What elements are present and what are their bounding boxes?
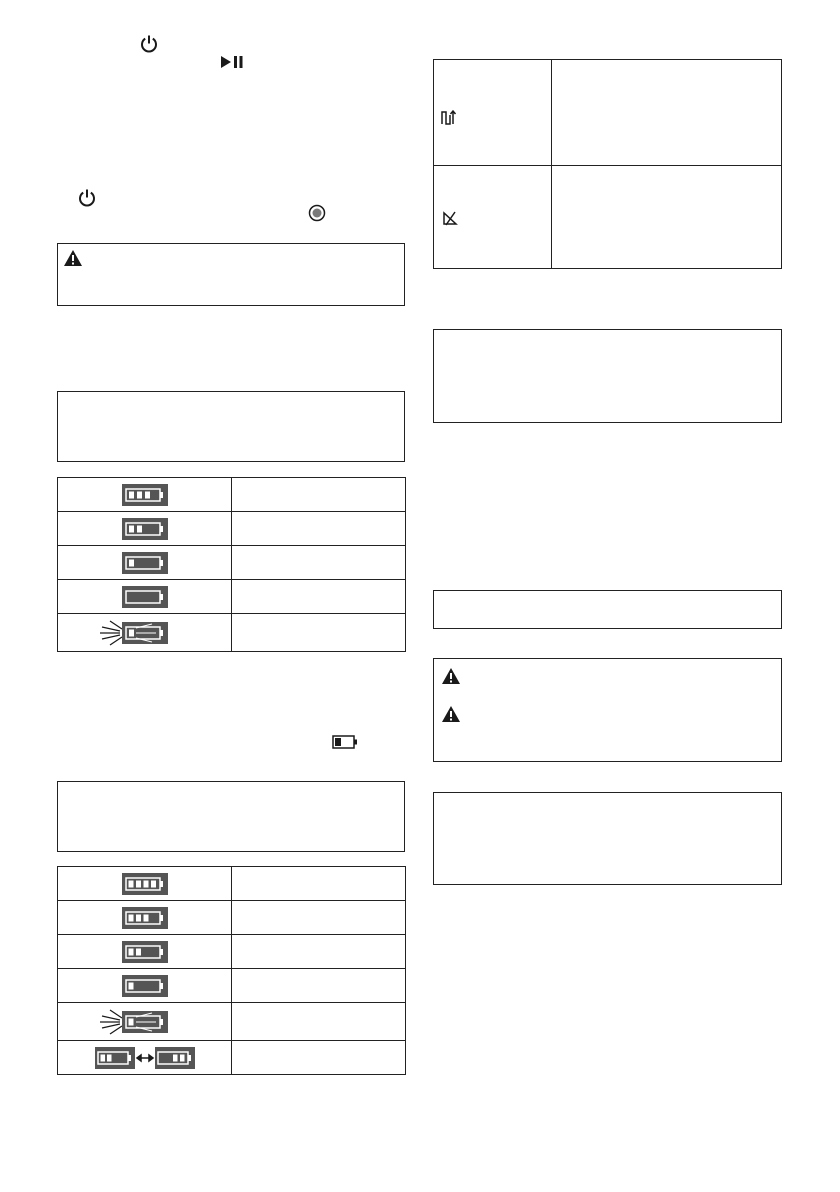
note-box — [433, 792, 782, 885]
table-row — [58, 969, 406, 1003]
battery-3-bars-icon — [122, 907, 168, 929]
note-box — [433, 329, 782, 423]
table-row — [58, 935, 406, 969]
battery-empty-icon — [122, 586, 168, 608]
battery-indicator-table — [57, 477, 406, 652]
battery-indicator-table — [57, 866, 406, 1075]
record-button-icon — [308, 204, 326, 222]
table-row — [58, 1003, 406, 1041]
note-box — [57, 391, 405, 462]
row-label — [232, 614, 406, 652]
battery-3-bars-icon — [122, 484, 168, 506]
signal-table — [433, 59, 782, 269]
table-divider — [551, 60, 552, 268]
row-label — [232, 935, 406, 969]
table-row — [58, 1041, 406, 1075]
no-signal-icon — [442, 210, 458, 226]
row-label — [232, 969, 406, 1003]
row-label — [232, 867, 406, 901]
note-box — [57, 781, 405, 852]
warning-box — [433, 658, 782, 762]
low-battery-icon — [332, 735, 358, 749]
note-box — [433, 590, 782, 629]
row-label — [232, 901, 406, 935]
table-divider — [434, 165, 781, 166]
pulse-signal-icon — [441, 109, 457, 125]
warning-box — [57, 243, 405, 306]
warning-triangle-icon — [441, 705, 461, 723]
row-label — [232, 546, 406, 580]
row-label — [232, 512, 406, 546]
battery-blinking-icon — [100, 618, 190, 648]
table-row — [58, 867, 406, 901]
warning-triangle-icon — [63, 249, 83, 267]
row-label — [232, 478, 406, 512]
battery-4-bars-icon — [122, 873, 168, 895]
table-row — [58, 901, 406, 935]
battery-1-bar-icon — [122, 552, 168, 574]
table-row — [58, 614, 406, 652]
row-label — [232, 1003, 406, 1041]
table-row — [58, 512, 406, 546]
battery-blinking-icon — [100, 1007, 190, 1037]
table-row — [58, 478, 406, 512]
table-row — [58, 546, 406, 580]
play-pause-icon — [220, 55, 244, 69]
power-icon — [139, 34, 159, 54]
power-icon — [77, 188, 97, 208]
battery-2-bars-icon — [122, 518, 168, 540]
battery-2-bars-icon — [122, 941, 168, 963]
battery-1-bar-icon — [122, 975, 168, 997]
row-label — [232, 580, 406, 614]
row-label — [232, 1041, 406, 1075]
warning-triangle-icon — [441, 667, 461, 685]
battery-alternating-icon — [95, 1047, 195, 1069]
table-row — [58, 580, 406, 614]
